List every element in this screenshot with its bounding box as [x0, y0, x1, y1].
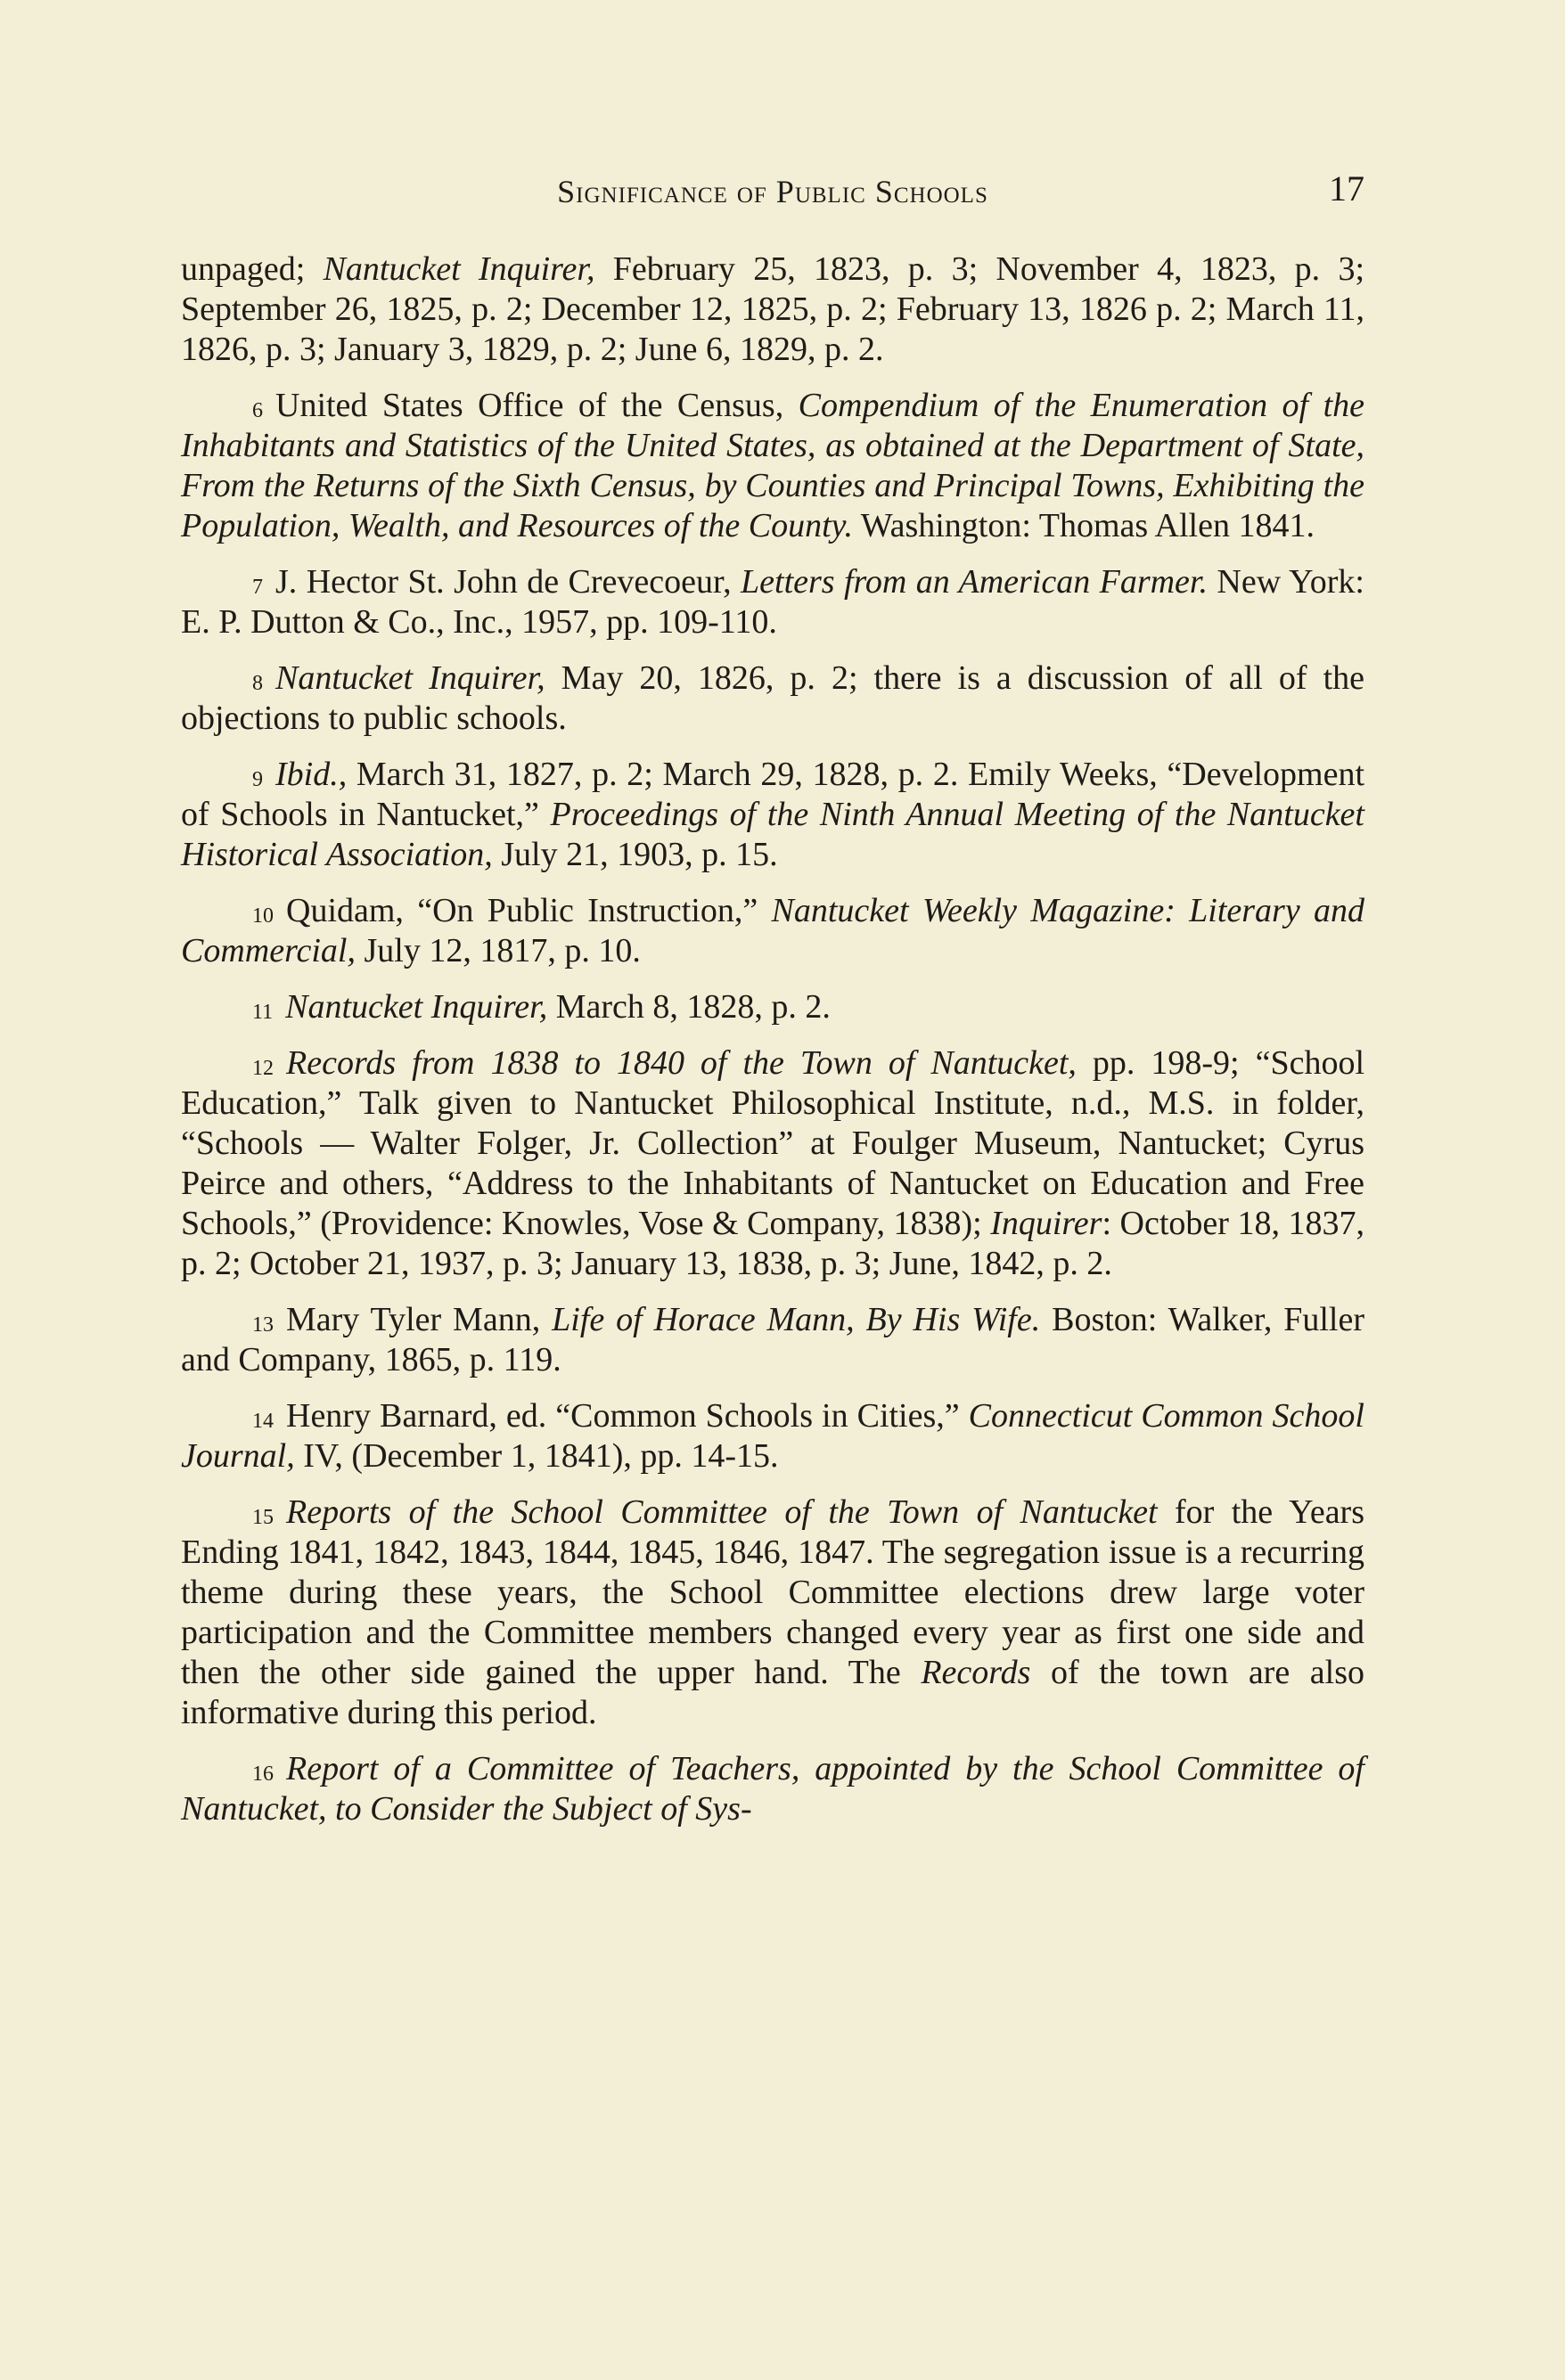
footnote-italic-text: Nantucket Inquirer, [275, 659, 545, 697]
footnote-continued [181, 249, 1364, 370]
footnote-marker: 11 [252, 1001, 274, 1024]
footnote-7 [181, 562, 1364, 642]
footnote-italic-text: Connecticut Common School Journal, [181, 1397, 1364, 1475]
footnote-16 [181, 1749, 1364, 1829]
footnote-italic-text: Compendium of the Enumeration of the Inhabitants and Statistics of the United States, as obtained at the Department of State, From the Returns of the Sixth Census, by Counties and Principal Towns, Exhibiting the Population, Wealth, and Resources of the County. [181, 387, 1364, 544]
footnote-italic-text: Ibid., [275, 756, 348, 793]
footnote-11 [181, 987, 1364, 1027]
footnote-marker: 6 [252, 399, 263, 422]
footnote-text: Quidam, “On Public Instruction,” [286, 892, 772, 929]
footnote-6 [181, 386, 1364, 546]
footnote-italic-text: Records from 1838 to 1840 of the Town of Nantucket, [286, 1044, 1077, 1082]
footnote-text: May 20, 1826, p. 2; there is a discussion of all of the objections to public schools. [181, 659, 1365, 737]
footnote-italic-text: Proceedings of the Ninth Annual Meeting of the Nantucket Historical Association, [181, 796, 1364, 873]
footnote-text: : October 18, 1837, p. 2; October 21, 1937, p. 3; January 13, 1838, p. 3; June, 1842, p. 2. [181, 1205, 1364, 1282]
footnote-marker: 10 [252, 904, 274, 928]
footnote-text: July 12, 1817, p. 10. [355, 932, 641, 969]
footnote-marker: 9 [252, 768, 263, 791]
footnote-text: March 31, 1827, p. 2; March 29, 1828, p. 2. Emily Weeks, “Development of Schools in Nantucket,” [181, 756, 1364, 833]
page-number: 17 [1329, 168, 1364, 209]
footnote-text: Boston: Walker, Fuller and Company, 1865, p. 119. [181, 1301, 1364, 1378]
footnote-marker: 15 [252, 1506, 274, 1529]
footnote-text: pp. 198-9; “School Education,” Talk given to Nantucket Philosophical Institute, n.d., M.S. in folder, “Schools — Walter Folger, Jr. Collection” at Foulger Museum, Nantucket; Cyrus Peirce and others, “Address to the Inhabitants of Nantucket on Education and Free Schools,” (Providence: Knowles, Vose & Company, 1838); [181, 1044, 1365, 1242]
footnote-8 [181, 658, 1364, 739]
footnote-italic-text: Life of Horace Mann, By His Wife. [552, 1301, 1041, 1338]
footnote-italic-text: Nantucket Inquirer, [285, 988, 548, 1026]
footnote-italic-text: Inquirer [990, 1205, 1102, 1242]
running-head [181, 160, 1364, 223]
footnote-text: unpaged; [181, 250, 324, 288]
footnote-text: United States Office of the Census, [275, 387, 799, 424]
footnote-10 [181, 891, 1364, 971]
footnote-marker: 16 [252, 1763, 274, 1786]
footnote-text: Henry Barnard, ed. “Common Schools in Cities,” [286, 1397, 969, 1435]
footnote-text: for the Years Ending 1841, 1842, 1843, 1844, 1845, 1846, 1847. The segregation issue is a recurring theme during these years, the School Committee elections drew large voter participation and the Committee members changed every year as first one side and then the other side gained the upper hand. The [181, 1493, 1364, 1691]
footnotes [181, 249, 1364, 1829]
footnote-text: J. Hector St. John de Crevecoeur, [275, 563, 742, 601]
footnote-text: IV, (December 1, 1841), pp. 14-15. [294, 1437, 779, 1475]
footnote-italic-text: Letters from an American Farmer. [741, 563, 1208, 601]
footnote-15 [181, 1493, 1364, 1733]
footnote-text: July 21, 1903, p. 15. [492, 836, 778, 873]
footnote-italic-text: Nantucket Inquirer, [323, 250, 595, 288]
footnote-12 [181, 1043, 1364, 1284]
footnote-marker: 8 [252, 672, 263, 695]
footnote-text: February 25, 1823, p. 3; November 4, 1823, p. 3; September 26, 1825, p. 2; December 12, 1825, p. 2; February 13, 1826 p. 2; March 11, 1826, p. 3; January 3, 1829, p. 2; June 6, 1829, p. 2. [181, 250, 1364, 368]
footnote-marker: 12 [252, 1057, 274, 1080]
footnote-italic-text: Report of a Committee of Teachers, appointed by the School Committee of Nantucket, to Consider the Subject of Sys- [181, 1750, 1364, 1828]
footnote-marker: 7 [252, 576, 263, 599]
footnote-14 [181, 1396, 1364, 1476]
footnote-text: Mary Tyler Mann, [286, 1301, 553, 1338]
footnote-italic-text: Records [921, 1654, 1031, 1691]
footnote-marker: 14 [252, 1410, 274, 1433]
footnote-13 [181, 1300, 1364, 1380]
footnote-9 [181, 755, 1364, 875]
footnote-text: Washington: Thomas Allen 1841. [852, 507, 1315, 544]
footnote-text: New York: E. P. Dutton & Co., Inc., 1957, pp. 109-110. [181, 563, 1364, 641]
footnote-text: March 8, 1828, p. 2. [547, 988, 831, 1026]
footnote-text: of the town are also informative during this period. [181, 1654, 1364, 1731]
footnote-marker: 13 [252, 1313, 274, 1337]
book-page [181, 160, 1364, 1845]
running-title: Significance of Public Schools [557, 174, 988, 209]
footnote-italic-text: Reports of the School Committee of the Town of Nantucket [286, 1493, 1158, 1531]
footnote-italic-text: Nantucket Weekly Magazine: Literary and Commercial, [181, 892, 1364, 969]
